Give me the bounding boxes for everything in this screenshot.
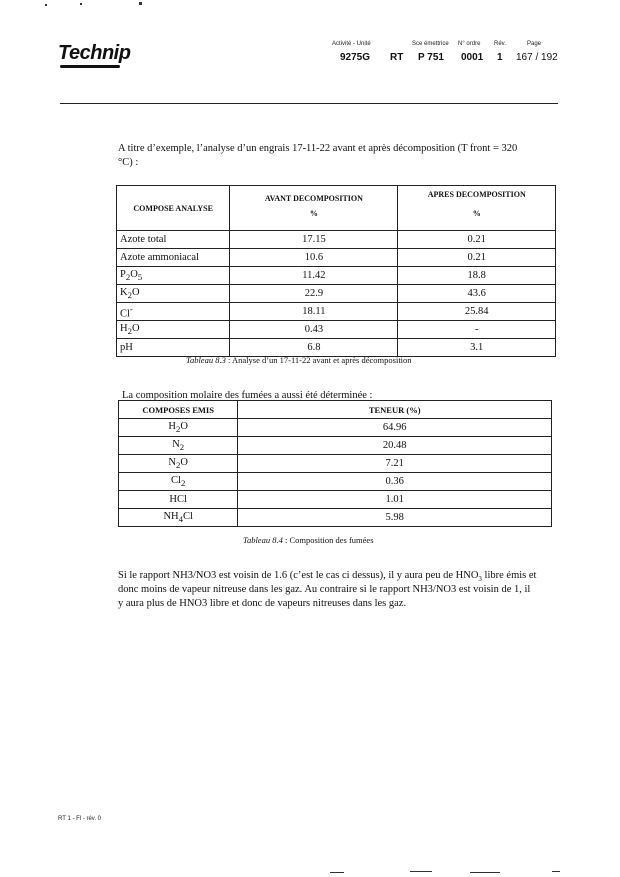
row-avant: 10.6	[230, 249, 398, 267]
col-header-teneur: TENEUR (%)	[238, 401, 552, 419]
table-row	[117, 339, 556, 357]
formula-subscript: 2	[179, 442, 185, 453]
header-value-soc: P 751	[418, 52, 444, 63]
col-header-avant	[230, 186, 398, 231]
col-header-compose-label: COMPOSE ANALYSE	[133, 203, 213, 213]
row-compose	[119, 437, 238, 455]
col-header-composes: COMPOSES EMIS	[119, 401, 238, 419]
table1-caption-label: Tableau 8.3	[186, 355, 226, 365]
formula-subscript: 2	[125, 272, 131, 283]
col-header-avant-unit: %	[309, 209, 318, 218]
header-rule	[60, 103, 558, 104]
col-header-apres-label: APRES DECOMPOSITION	[427, 190, 526, 199]
formula-part: O	[131, 322, 140, 334]
row-compose	[117, 267, 230, 285]
intro-line-2: °C) :	[118, 157, 139, 168]
table-row	[119, 509, 552, 527]
row-apres: -	[398, 321, 556, 339]
row-teneur: 0.36	[238, 473, 552, 491]
row-compose: Azote ammoniacal	[117, 249, 230, 267]
intro-line-1: A titre d’exemple, l’analyse d’un engrais 17-11-22 avant et après décomposition (T front = 320	[118, 143, 518, 154]
fumes-table	[118, 400, 552, 527]
row-avant: 17.15	[230, 231, 398, 249]
scan-speck	[470, 872, 500, 873]
row-compose	[117, 285, 230, 303]
header-label-rev: Rév.	[494, 41, 506, 47]
row-apres: 43.6	[398, 285, 556, 303]
formula-part: O	[130, 268, 138, 280]
formula-part: HCl	[169, 494, 187, 505]
formula-part: P	[120, 268, 126, 280]
table-row	[119, 419, 552, 437]
row-compose	[119, 509, 238, 527]
table-row	[119, 437, 552, 455]
formula-subscript: 2	[127, 326, 132, 337]
formula-superscript: -	[129, 303, 133, 314]
row-avant: 18.11	[230, 303, 398, 321]
col-header-apres-unit: %	[472, 209, 481, 218]
header-label-ordre: N° ordre	[458, 41, 481, 47]
header-value-page: 167 / 192	[516, 52, 558, 63]
table-row	[117, 267, 556, 285]
table2-caption	[243, 535, 374, 545]
between-text: La composition molaire des fumées a aussi été déterminée :	[122, 390, 373, 401]
row-compose: pH	[117, 339, 230, 357]
row-compose	[119, 419, 238, 437]
row-teneur: 64.96	[238, 419, 552, 437]
row-avant: 6.8	[230, 339, 398, 357]
conclusion-line-3: y aura plus de HNO3 libre et donc de vapeurs nitreuses dans les gaz.	[118, 598, 407, 609]
row-teneur: 5.98	[238, 509, 552, 527]
formula-subscript: 2	[176, 424, 181, 435]
row-apres: 18.8	[398, 267, 556, 285]
formula-part: N	[172, 438, 180, 450]
formula-subscript: 4	[178, 514, 183, 525]
row-compose	[119, 473, 238, 491]
header-label-page: Page	[527, 41, 542, 47]
company-logo	[58, 42, 130, 65]
conclusion-line-2: donc moins de vapeur nitreuse dans les gaz. Au contraire si le rapport NH3/NO3 est voisin de 1, il	[118, 584, 531, 595]
formula-part: O	[180, 420, 188, 432]
header-value-ordre: 0001	[461, 52, 484, 63]
row-avant: 0.43	[230, 321, 398, 339]
header-label-soc: Sce émettrice	[412, 41, 449, 47]
logo-underline	[60, 65, 120, 68]
table-row	[117, 249, 556, 267]
formula-subscript: 2	[127, 290, 132, 301]
table2-caption-label: Tableau 8.4	[243, 535, 283, 545]
table-header-row	[117, 186, 556, 231]
table1-caption-text: : Analyse d’un 17-11-22 avant et après décomposition	[225, 355, 412, 365]
conclusion-subscript: 3	[478, 575, 482, 584]
row-apres: 0.21	[398, 231, 556, 249]
table-row	[117, 231, 556, 249]
table-row	[119, 455, 552, 473]
row-avant: 11.42	[230, 267, 398, 285]
conclusion-line-1a: Si le rapport NH3/NO3 est voisin de 1.6 (c’est le cas ci dessus), il y aura peu de HNO	[118, 570, 479, 581]
row-teneur: 7.21	[238, 455, 552, 473]
row-compose: Azote total	[117, 231, 230, 249]
table-row	[117, 303, 556, 321]
formula-subscript: 2	[180, 478, 186, 489]
formula-part: O	[131, 286, 140, 298]
formula-part: K	[120, 286, 128, 298]
row-compose	[117, 303, 230, 321]
row-teneur: 20.48	[238, 437, 552, 455]
table-row	[117, 285, 556, 303]
formula-subscript: 5	[137, 272, 143, 283]
conclusion-line-1b: libre émis et	[481, 570, 537, 581]
header-value-rt: RT	[390, 52, 404, 63]
table-row	[119, 491, 552, 509]
logo-text: Technip	[58, 42, 131, 64]
formula-subscript: 2	[176, 460, 181, 471]
row-apres: 3.1	[398, 339, 556, 357]
row-avant: 22.9	[230, 285, 398, 303]
scan-speck	[80, 3, 82, 5]
col-header-compose	[117, 186, 230, 231]
formula-part: H	[168, 420, 176, 432]
formula-part: NH	[163, 510, 179, 522]
header-value-rev: 1	[497, 52, 503, 63]
scan-speck	[139, 2, 142, 5]
header-value-activite: 9275G	[340, 52, 371, 63]
analysis-table	[116, 185, 556, 357]
formula-part: Cl	[171, 474, 181, 486]
table1-caption	[186, 355, 412, 365]
row-compose	[119, 491, 238, 509]
formula-part: N	[168, 456, 176, 468]
col-header-avant-label: AVANT DECOMPOSITION	[264, 194, 363, 203]
scan-speck	[330, 872, 344, 873]
table2-caption-text: : Composition des fumées	[282, 535, 374, 545]
row-teneur: 1.01	[238, 491, 552, 509]
scan-speck	[410, 871, 432, 872]
row-apres: 25.84	[398, 303, 556, 321]
formula-part: H	[120, 322, 128, 334]
col-header-apres	[398, 186, 556, 231]
row-apres: 0.21	[398, 249, 556, 267]
table-header-row	[119, 401, 552, 419]
table-row	[119, 473, 552, 491]
table-row	[117, 321, 556, 339]
formula-part: O	[180, 456, 188, 468]
scan-speck	[45, 4, 47, 6]
row-compose	[117, 321, 230, 339]
footer-code: RT 1 - Fl - rév. 0	[58, 816, 102, 822]
header-label-activite: Activité - Unité	[332, 41, 371, 47]
scan-speck	[552, 871, 560, 872]
row-compose	[119, 455, 238, 473]
formula-part: Cl	[120, 308, 130, 320]
formula-part: Cl	[183, 510, 193, 522]
